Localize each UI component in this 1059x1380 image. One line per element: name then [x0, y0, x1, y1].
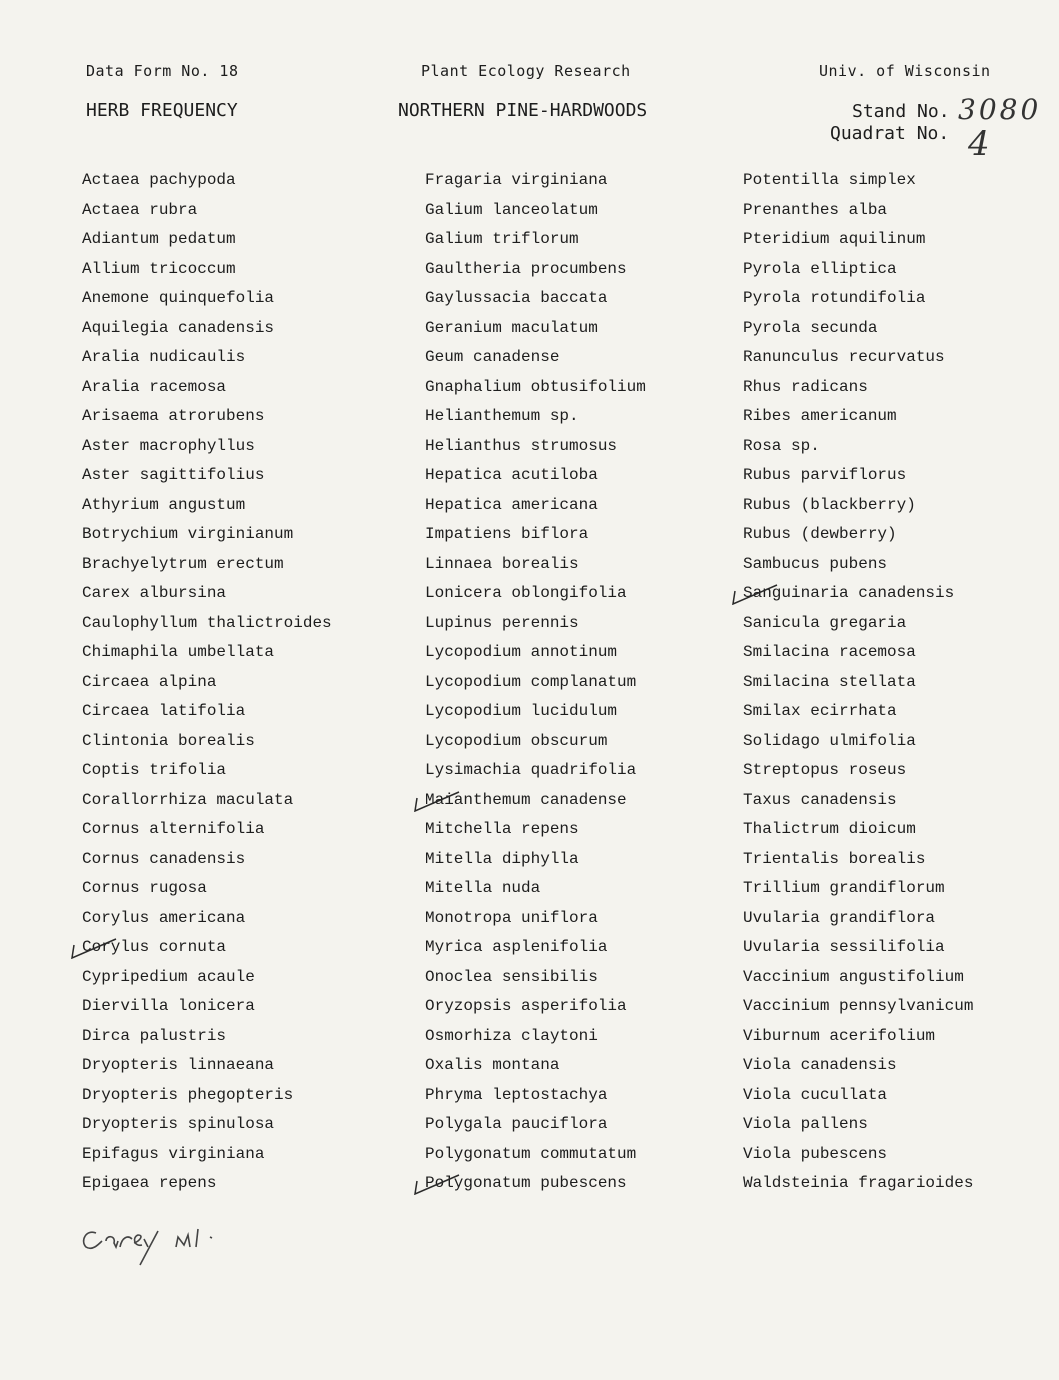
species-item: Adiantum pedatum: [82, 230, 236, 248]
species-item: Dirca palustris: [82, 1026, 227, 1045]
species-item: Vaccinium angustifolium: [743, 967, 964, 986]
species-item: Hepatica acutiloba: [425, 466, 598, 484]
species-item: Cypripedium acaule: [82, 967, 255, 986]
species-item: Caulophyllum thalictroides: [82, 613, 332, 632]
quadrat-label: Quadrat No.: [830, 123, 950, 144]
species-item: [82, 933, 332, 963]
species-item: Trientalis borealis: [743, 849, 926, 868]
species-item: Sambucus pubens: [743, 554, 888, 573]
stand-label: Stand No.: [852, 101, 950, 122]
species-item: Waldsteinia fragarioides: [743, 1174, 974, 1192]
species-item: Aralia racemosa: [82, 377, 227, 396]
form-title: HERB FREQUENCY: [86, 100, 238, 121]
species-item: Uvularia grandiflora: [743, 908, 936, 927]
species-item: Pyrola rotundifolia: [743, 289, 926, 307]
institution: Univ. of Wisconsin: [819, 62, 991, 80]
species-item: Lycopodium complanatum: [425, 672, 637, 691]
species-item: Vaccinium pennsylvanicum: [743, 997, 974, 1015]
species-item: Dryopteris linnaeana: [82, 1056, 275, 1074]
species-item: Ribes americanum: [743, 407, 897, 425]
species-item: Cornus rugosa: [82, 879, 207, 897]
species-item: Uvularia sessilifolia: [743, 938, 945, 956]
species-item: Viola pubescens: [743, 1144, 888, 1163]
species-item: Aralia nudicaulis: [82, 348, 246, 366]
species-item: Rhus radicans: [743, 377, 868, 396]
species-name: Polygonatum pubescens: [425, 1174, 627, 1192]
species-item: Smilacina racemosa: [743, 643, 916, 661]
species-item: Athyrium angustum: [82, 495, 246, 514]
species-item: Polygonatum commutatum: [425, 1144, 637, 1163]
species-item: Aster sagittifolius: [82, 466, 265, 484]
species-item: Galium triflorum: [425, 230, 579, 248]
species-item: Sanicula gregaria: [743, 613, 907, 632]
species-item: Brachyelytrum erectum: [82, 554, 284, 573]
species-item: Helianthemum sp.: [425, 407, 579, 425]
species-item: Trillium grandiflorum: [743, 879, 945, 897]
species-item: Viola cucullata: [743, 1085, 888, 1104]
species-item: [425, 1169, 646, 1199]
species-item: Coptis trifolia: [82, 761, 227, 779]
species-column-1: [82, 166, 332, 1199]
species-column-3: [743, 166, 973, 1199]
species-item: Oxalis montana: [425, 1056, 560, 1074]
species-item: Lycopodium annotinum: [425, 643, 618, 661]
species-item: Cornus canadensis: [82, 849, 246, 868]
species-item: Pyrola secunda: [743, 318, 878, 337]
species-item: Anemone quinquefolia: [82, 289, 275, 307]
species-item: Smilax ecirrhata: [743, 702, 897, 720]
species-name: Maianthemum canadense: [425, 790, 627, 809]
species-item: Rubus (dewberry): [743, 525, 897, 543]
species-item: Prenanthes alba: [743, 200, 888, 219]
species-item: Viola canadensis: [743, 1056, 897, 1074]
species-item: [425, 786, 646, 816]
species-item: Corylus americana: [82, 908, 246, 927]
species-item: Fragaria virginiana: [425, 171, 608, 189]
species-item: Smilacina stellata: [743, 672, 916, 691]
species-item: Solidago ulmifolia: [743, 731, 916, 750]
species-item: Botrychium virginianum: [82, 525, 294, 543]
species-item: Taxus canadensis: [743, 790, 897, 809]
species-item: Lycopodium obscurum: [425, 731, 608, 750]
species-item: Lonicera oblongifolia: [425, 584, 627, 602]
species-item: Aster macrophyllus: [82, 436, 255, 455]
species-item: Helianthus strumosus: [425, 436, 618, 455]
species-item: Onoclea sensibilis: [425, 967, 598, 986]
species-item: Geranium maculatum: [425, 318, 598, 337]
species-item: Pteridium aquilinum: [743, 230, 926, 248]
species-item: Linnaea borealis: [425, 554, 579, 573]
species-item: Arisaema atrorubens: [82, 407, 265, 425]
species-item: Lycopodium lucidulum: [425, 702, 618, 720]
species-item: Streptopus roseus: [743, 761, 907, 779]
species-item: Mitchella repens: [425, 820, 579, 838]
species-item: Rubus parviflorus: [743, 466, 907, 484]
species-item: Allium tricoccum: [82, 259, 236, 278]
species-item: Gaultheria procumbens: [425, 259, 627, 278]
species-item: [743, 579, 973, 609]
species-item: Actaea pachypoda: [82, 171, 236, 189]
species-item: Mitella diphylla: [425, 849, 579, 868]
species-item: Cornus alternifolia: [82, 820, 265, 838]
project-name: Plant Ecology Research: [421, 62, 631, 80]
species-item: Rubus (blackberry): [743, 495, 916, 514]
species-item: Hepatica americana: [425, 495, 598, 514]
species-item: Dryopteris spinulosa: [82, 1115, 275, 1133]
species-item: Osmorhiza claytoni: [425, 1026, 598, 1045]
species-item: Dryopteris phegopteris: [82, 1085, 294, 1104]
species-item: Lupinus perennis: [425, 613, 579, 632]
species-item: Epigaea repens: [82, 1174, 217, 1192]
species-item: Circaea latifolia: [82, 702, 246, 720]
species-item: Clintonia borealis: [82, 731, 255, 750]
species-item: Corallorrhiza maculata: [82, 790, 294, 809]
species-item: Gnaphalium obtusifolium: [425, 377, 646, 396]
species-item: Circaea alpina: [82, 672, 217, 691]
species-item: Gaylussacia baccata: [425, 289, 608, 307]
species-item: Mitella nuda: [425, 879, 541, 897]
species-item: Polygala pauciflora: [425, 1115, 608, 1133]
community-title: NORTHERN PINE-HARDWOODS: [398, 100, 648, 121]
species-item: Actaea rubra: [82, 200, 198, 219]
species-item: Phryma leptostachya: [425, 1085, 608, 1104]
quadrat-number: 4: [968, 124, 990, 164]
handwritten-note: [78, 1215, 248, 1275]
species-item: Diervilla lonicera: [82, 997, 255, 1015]
species-item: Lysimachia quadrifolia: [425, 761, 637, 779]
species-item: Ranunculus recurvatus: [743, 348, 945, 366]
species-name: Corylus cornuta: [82, 938, 227, 956]
species-item: Thalictrum dioicum: [743, 820, 916, 838]
species-item: Pyrola elliptica: [743, 259, 897, 278]
species-item: Carex albursina: [82, 584, 227, 602]
species-item: Geum canadense: [425, 348, 560, 366]
species-item: Rosa sp.: [743, 436, 820, 455]
species-item: Viola pallens: [743, 1115, 868, 1133]
species-item: Viburnum acerifolium: [743, 1026, 936, 1045]
species-column-2: [425, 166, 646, 1199]
species-item: Chimaphila umbellata: [82, 643, 275, 661]
species-item: Monotropa uniflora: [425, 908, 598, 927]
stand-number: 3080: [958, 93, 1042, 126]
species-item: Aquilegia canadensis: [82, 318, 275, 337]
species-item: Oryzopsis asperifolia: [425, 997, 627, 1015]
species-item: Impatiens biflora: [425, 525, 589, 543]
form-number: Data Form No. 18: [86, 62, 239, 80]
species-name: Sanguinaria canadensis: [743, 584, 955, 602]
species-item: Myrica asplenifolia: [425, 938, 608, 956]
species-item: Epifagus virginiana: [82, 1144, 265, 1163]
species-item: Potentilla simplex: [743, 171, 916, 189]
species-item: Galium lanceolatum: [425, 200, 598, 219]
